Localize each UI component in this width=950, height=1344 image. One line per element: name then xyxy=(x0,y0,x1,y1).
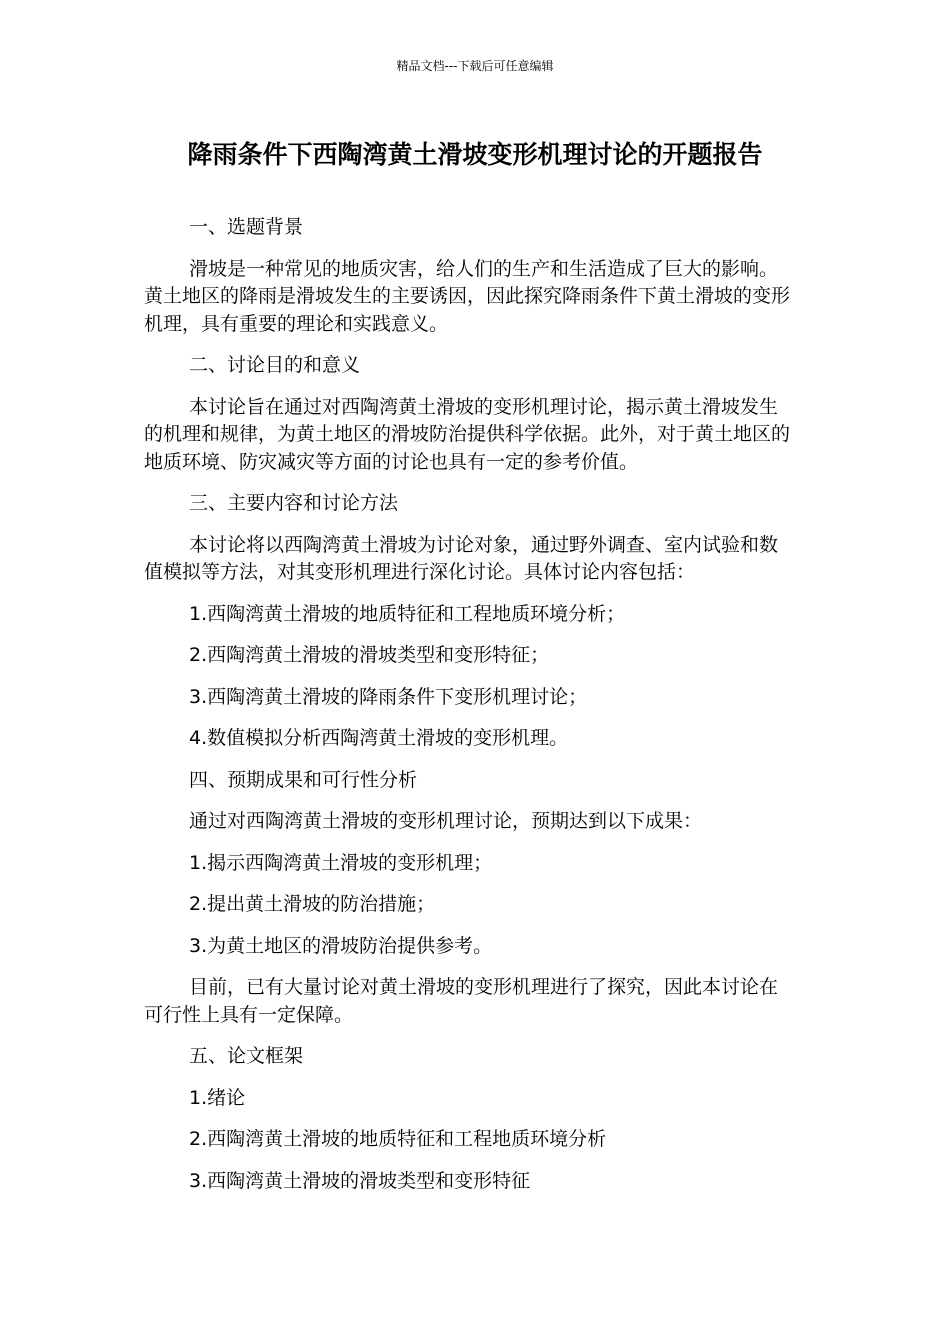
section-heading-framework: 五、论文框架 xyxy=(189,1045,304,1067)
paragraph-methods: 本讨论将以西陶湾黄土滑坡为讨论对象，通过野外调查、室内试验和数值模拟等方法，对其变形机理进行深化讨论。具体讨论内容包括： xyxy=(144,533,779,583)
list-item: 3.西陶湾黄土滑坡的滑坡类型和变形特征 xyxy=(189,1169,531,1192)
list-item: 3.西陶湾黄土滑坡的降雨条件下变形机理讨论； xyxy=(189,685,588,708)
list-item: 2.西陶湾黄土滑坡的滑坡类型和变形特征； xyxy=(189,644,550,666)
paragraph-purpose: 本讨论旨在通过对西陶湾黄土滑坡的变形机理讨论，揭示黄土滑坡发生的机理和规律，为黄土地区的滑坡防治提供科学依据。此外，对于黄土地区的地质环境、防灾减灾等方面的讨论也具有一定的参考价值。 xyxy=(144,395,791,473)
paragraph-background: 滑坡是一种常见的地质灾害，给人们的生产和生活造成了巨大的影响。黄土地区的降雨是滑坡发生的主要诱因，因此探究降雨条件下黄土滑坡的变形机理，具有重要的理论和实践意义。 xyxy=(144,257,791,335)
list-item: 1.绪论 xyxy=(189,1086,246,1109)
list-item: 4.数值模拟分析西陶湾黄土滑坡的变形机理。 xyxy=(189,727,569,749)
list-item: 2.提出黄土滑坡的防治措施； xyxy=(189,893,436,915)
section-heading-background: 一、选题背景 xyxy=(189,216,304,238)
paragraph-outcomes: 通过对西陶湾黄土滑坡的变形机理讨论，预期达到以下成果： xyxy=(189,810,703,832)
section-heading-outcomes: 四、预期成果和可行性分析 xyxy=(189,768,418,791)
list-item: 1.西陶湾黄土滑坡的地质特征和工程地质环境分析； xyxy=(189,602,626,625)
paragraph-feasibility: 目前，已有大量讨论对黄土滑坡的变形机理进行了探究，因此本讨论在可行性上具有一定保障。 xyxy=(144,976,779,1026)
header-note: 精品文档---下载后可任意编辑 xyxy=(396,59,554,73)
list-item: 1.揭示西陶湾黄土滑坡的变形机理； xyxy=(189,851,493,874)
document-title: 降雨条件下西陶湾黄土滑坡变形机理讨论的开题报告 xyxy=(187,140,763,169)
list-item: 2.西陶湾黄土滑坡的地质特征和工程地质环境分析 xyxy=(189,1128,607,1150)
list-item: 3.为黄土地区的滑坡防治提供参考。 xyxy=(189,934,493,957)
section-heading-purpose: 二、讨论目的和意义 xyxy=(189,354,361,376)
section-heading-methods: 三、主要内容和讨论方法 xyxy=(189,492,399,514)
document-body xyxy=(144,214,794,1209)
